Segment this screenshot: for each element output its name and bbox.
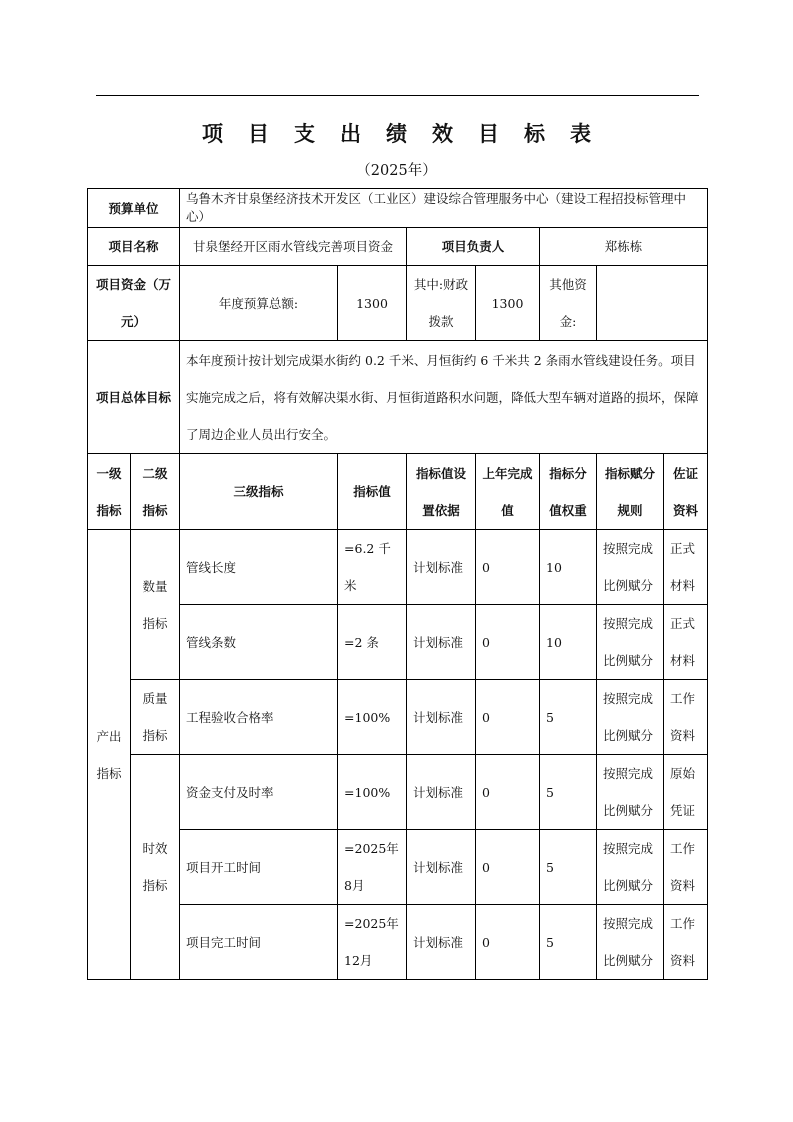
row-rule: 按照完成比例赋分 <box>597 905 664 980</box>
table-row <box>88 680 708 755</box>
row-evidence: 原始凭证 <box>664 755 708 830</box>
row-rule: 按照完成比例赋分 <box>597 680 664 755</box>
row-evidence: 正式材料 <box>664 605 708 680</box>
fiscal-value: 1300 <box>476 266 540 341</box>
row-weight: 10 <box>540 605 597 680</box>
header-rule <box>96 95 699 96</box>
header-basis: 指标值设置依据 <box>407 454 476 530</box>
fiscal-label: 其中:财政拨款 <box>407 266 476 341</box>
row-basis: 计划标准 <box>407 605 476 680</box>
row-name: 管线长度 <box>180 530 338 605</box>
row-value: =6.2 千米 <box>338 530 407 605</box>
unit-value: 乌鲁木齐甘泉堡经济技术开发区（工业区）建设综合管理服务中心（建设工程招投标管理中心） <box>180 189 708 228</box>
level2-quantity: 数量指标 <box>131 530 180 680</box>
row-last: 0 <box>476 680 540 755</box>
owner-label: 项目负责人 <box>407 228 540 266</box>
row-value: =100% <box>338 680 407 755</box>
row-evidence: 正式材料 <box>664 530 708 605</box>
goal-text: 本年度预计按计划完成渠水街约 0.2 千米、月恒街约 6 千米共 2 条雨水管线建设任务。项目实施完成之后，将有效解决渠水街、月恒街道路积水问题，降低大型车辆对道路的损坏，保障了周边企业人员出行安全。 <box>180 341 708 454</box>
project-name-value: 甘泉堡经开区雨水管线完善项目资金 <box>180 228 407 266</box>
goal-label: 项目总体目标 <box>88 341 180 454</box>
row-name: 项目开工时间 <box>180 830 338 905</box>
row-name: 项目完工时间 <box>180 905 338 980</box>
row-last: 0 <box>476 830 540 905</box>
row-basis: 计划标准 <box>407 755 476 830</box>
performance-target-table <box>87 188 708 980</box>
row-rule: 按照完成比例赋分 <box>597 530 664 605</box>
table-row <box>88 530 708 605</box>
header-weight: 指标分值权重 <box>540 454 597 530</box>
header-rule: 指标赋分规则 <box>597 454 664 530</box>
row-last: 0 <box>476 755 540 830</box>
row-name: 工程验收合格率 <box>180 680 338 755</box>
row-evidence: 工作资料 <box>664 830 708 905</box>
row-last: 0 <box>476 905 540 980</box>
row-basis: 计划标准 <box>407 530 476 605</box>
row-weight: 5 <box>540 830 597 905</box>
header-level2: 二级指标 <box>131 454 180 530</box>
row-weight: 10 <box>540 530 597 605</box>
header-value: 指标值 <box>338 454 407 530</box>
row-rule: 按照完成比例赋分 <box>597 755 664 830</box>
table-row <box>88 905 708 980</box>
annual-budget-value: 1300 <box>338 266 407 341</box>
row-basis: 计划标准 <box>407 680 476 755</box>
row-value: =2025年8月 <box>338 830 407 905</box>
table-row <box>88 605 708 680</box>
row-basis: 计划标准 <box>407 830 476 905</box>
row-value: =2 条 <box>338 605 407 680</box>
row-weight: 5 <box>540 905 597 980</box>
row-rule: 按照完成比例赋分 <box>597 605 664 680</box>
owner-value: 郑栋栋 <box>540 228 708 266</box>
funds-label: 项目资金（万元） <box>88 266 180 341</box>
header-evidence: 佐证资料 <box>664 454 708 530</box>
table-row <box>88 830 708 905</box>
row-last: 0 <box>476 530 540 605</box>
row-rule: 按照完成比例赋分 <box>597 830 664 905</box>
other-value <box>597 266 708 341</box>
header-last-year: 上年完成值 <box>476 454 540 530</box>
row-value: =100% <box>338 755 407 830</box>
level2-quality: 质量指标 <box>131 680 180 755</box>
document-title: 项目支出绩效目标表 <box>202 122 616 146</box>
level1-output: 产出指标 <box>88 530 131 980</box>
row-name: 管线条数 <box>180 605 338 680</box>
table-row <box>88 755 708 830</box>
row-weight: 5 <box>540 755 597 830</box>
unit-label: 预算单位 <box>88 189 180 228</box>
document-year: （2025年） <box>356 163 437 179</box>
row-last: 0 <box>476 605 540 680</box>
project-name-label: 项目名称 <box>88 228 180 266</box>
header-level1: 一级指标 <box>88 454 131 530</box>
row-weight: 5 <box>540 680 597 755</box>
level2-timeliness: 时效指标 <box>131 755 180 980</box>
other-label: 其他资金: <box>540 266 597 341</box>
row-name: 资金支付及时率 <box>180 755 338 830</box>
row-evidence: 工作资料 <box>664 905 708 980</box>
annual-budget-label: 年度预算总额: <box>180 266 338 341</box>
row-basis: 计划标准 <box>407 905 476 980</box>
row-value: =2025年 12月 <box>338 905 407 980</box>
row-evidence: 工作资料 <box>664 680 708 755</box>
header-level3: 三级指标 <box>180 454 338 530</box>
